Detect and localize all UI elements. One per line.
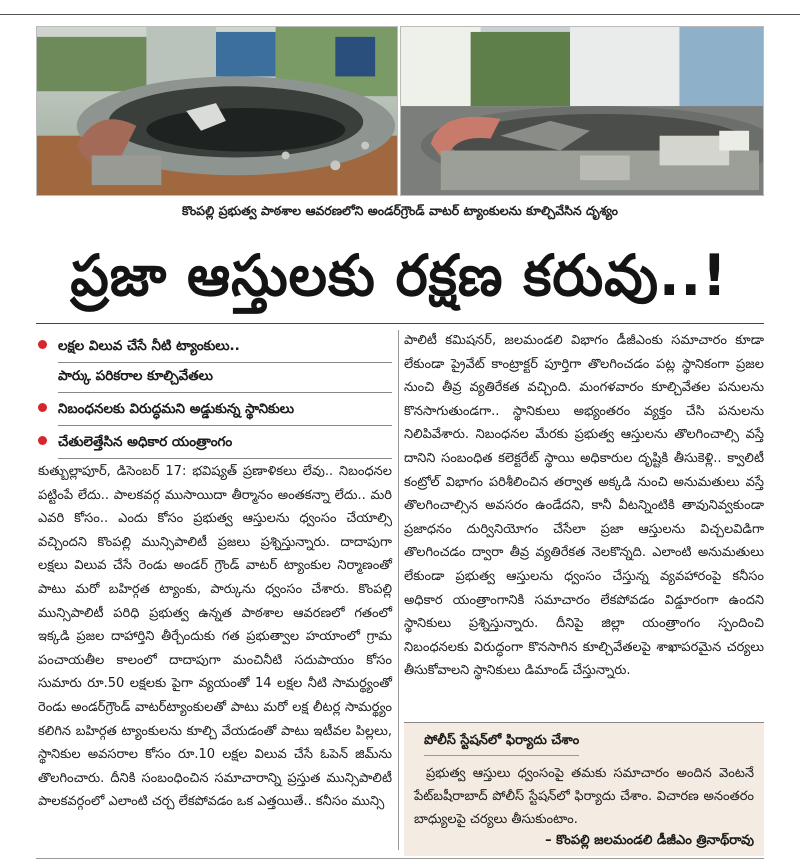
top-rule	[0, 14, 800, 15]
highlight-text: నిబంధనలకు విరుద్ధమని అడ్డుకున్న స్థానికులు	[58, 397, 392, 426]
tank-photo-illustration-left	[37, 27, 397, 195]
photo-caption: కొంపల్లి ప్రభుత్వ పాఠశాల ఆవరణలోని అండర్‌గ్రౌండ్ వాటర్ ట్యాంకులను కూల్చివేసిన దృశ్యం	[181, 203, 619, 218]
quote-box	[404, 722, 764, 856]
headline-rule	[36, 323, 764, 324]
highlight-item	[36, 334, 392, 393]
headline: ప్రజా ఆస్తులకు రక్షణ కరువు..!	[70, 242, 728, 309]
highlight-item	[36, 397, 392, 426]
highlight-item	[36, 430, 392, 459]
bullet-icon	[38, 340, 47, 349]
bullet-icon	[38, 436, 47, 445]
tank-photo-illustration-right	[401, 27, 763, 195]
photo-demolished-tank-left	[36, 26, 398, 196]
highlight-subtext: పార్కు పరికరాల కూల్చివేతలు	[58, 363, 392, 393]
bullet-icon	[38, 403, 47, 412]
quote-box-signature: – కొంపల్లి జలమండలి డీజీఎం త్రినాథ్‌రావు	[545, 833, 754, 848]
bottom-rule	[36, 858, 764, 859]
quote-box-title: పోలీస్ స్టేషన్‌లో ఫిర్యాదు చేశాం	[424, 733, 579, 756]
highlight-text: లక్షల విలువ చేసే నీటి ట్యాంకులు..	[58, 334, 392, 363]
highlights-list	[36, 334, 392, 463]
photo-demolished-tank-right	[400, 26, 764, 196]
highlight-text: చేతులెత్తేసిన అధికార యంత్రాంగం	[58, 430, 392, 459]
article-body-left: కుత్బుల్లాపూర్, డిసెంబర్ 17: భవిష్యత్ ప్రణాళికలు లేవు.. నిబంధనల పట్టింపే లేదు.. పాలకవర్గ ముసాయిదా తీర్మానం అంతకన్నా లేదు.. మరి ఎవరి కోసం.. ఎందు కోసం ప్రభుత్వ ఆస్తులను ధ్వంసం చేయాల్సి వచ్చిందని కొంపల్లి మున్సిపాలిటీ ప్రజలు ప్రశ్నిస్తున్నారు. దాదాపుగా లక్షలు విలువ చేసే రెండు అండర్ గ్రౌండ్ వాటర్ ట్యాంకుల నిర్మాణంతో పాటు మరో బహిర్గత ట్యాంకు, పార్కును ధ్వంసం చేశారు. కొంపల్లి మున్సిపాలిటీ పరిధి ప్రభుత్వ ఉన్నత పాఠశాల ఆవరణలో గతంలో ఇక్కడి ప్రజల దాహార్తిని తీర్చేందుకు గత ప్రభుత్వాల హయాంలో గ్రామ పంచాయతీల కాలంలో దాదాపుగా మంచినీటి సదుపాయం కోసం సుమారు రూ.50 లక్షలకు పైగా వ్యయంతో 14 లక్షల నీటి సామర్థ్యంతో రెండు అండర్‌గ్రౌండ్ వాటర్‌ట్యాంకులతో పాటు మరో లక్ష లీటర్ల సామర్థ్యం కలిగిన బహిర్గత ట్యాంకులను కూల్చి వేయడంతో పాటు ఇటీవల పిల్లలు, స్థానికుల అవసరాల కోసం రూ.10 లక్షల విలువ చేసే ఓపెన్ జిమ్‌ను తొలగించారు. దీనికి సంబంధించిన సమాచారాన్ని ప్రస్తుత మున్సిపాలిటీ పాలకవర్గంలో ఎలాంటి చర్చ లేకపోవడం ఒక ఎత్తయితే.. కనీసం మున్సి	[38, 464, 392, 810]
column-divider	[398, 330, 399, 850]
article-body-right: పాలిటీ కమిషనర్, జలమండలి విభాగం డీజీఎంకు సమాచారం కూడా లేకుండా ప్రైవేట్ కాంట్రాక్టర్ పూర్తిగా తొలగించడం పట్ల స్థానికంగా ప్రజల నుంచి తీవ్ర వ్యతిరేకత వచ్చింది. మంగళవారం కూల్చివేతల పనులను కొనసాగుతుండగా.. స్థానికులు అభ్యంతరం వ్యక్తం చేసి పనులను నిలిపివేశారు. నిబంధనల మేరకు ప్రభుత్వ ఆస్తులను తొలగించాల్సి వస్తే దానిని సంబంధిత కలెక్టరేట్ స్థాయి అధికారుల దృష్టికి తీసుకెళ్లి.. క్వాలిటీ కంట్రోల్ విభాగం పరిశీలించిన తర్వాత అక్కడి నుంచి అనుమతులు వస్తే తొలగించాల్సిన అవసరం ఉండేదని, కానీ వీటన్నింటికి తావునివ్వకుండా ప్రజాధనం దుర్వినియోగం చేసేలా ప్రజా ఆస్తులను విచ్చలవిడిగా తొలగించడం ద్వారా తీవ్ర వ్యతిరేకత నెలకొన్నది. ఎలాంటి అనుమతులు లేకుండా ప్రభుత్వ ఆస్తులను ధ్వంసం చేస్తున్న వ్యవహారంపై కనీసం అధికార యంత్రాంగానికి సమాచారం లేకపోవడం విడ్డూరంగా ఉందని స్థానికులు ప్రశ్నిస్తున్నారు. దీనిపై జిల్లా యంత్రాంగం స్పందించి నిబంధనలకు విరుద్ధంగా కొనసాగిన కూల్చివేతలపై శాఖాపరమైన చర్యలు తీసుకోవాలని స్థానికులు డిమాండ్ చేస్తున్నారు.	[404, 333, 764, 679]
quote-box-body: ప్రభుత్వ ఆస్తులు ధ్వంసంపై తమకు సమాచారం అందిన వెంటనే పేట్‌బషీరాబాద్ పోలీస్ స్టేషన్‌లో ఫిర్యాదు చేశాం. విచారణ అనంతరం బాధ్యులపై చర్యలు తీసుకుంటాం.	[414, 766, 754, 827]
